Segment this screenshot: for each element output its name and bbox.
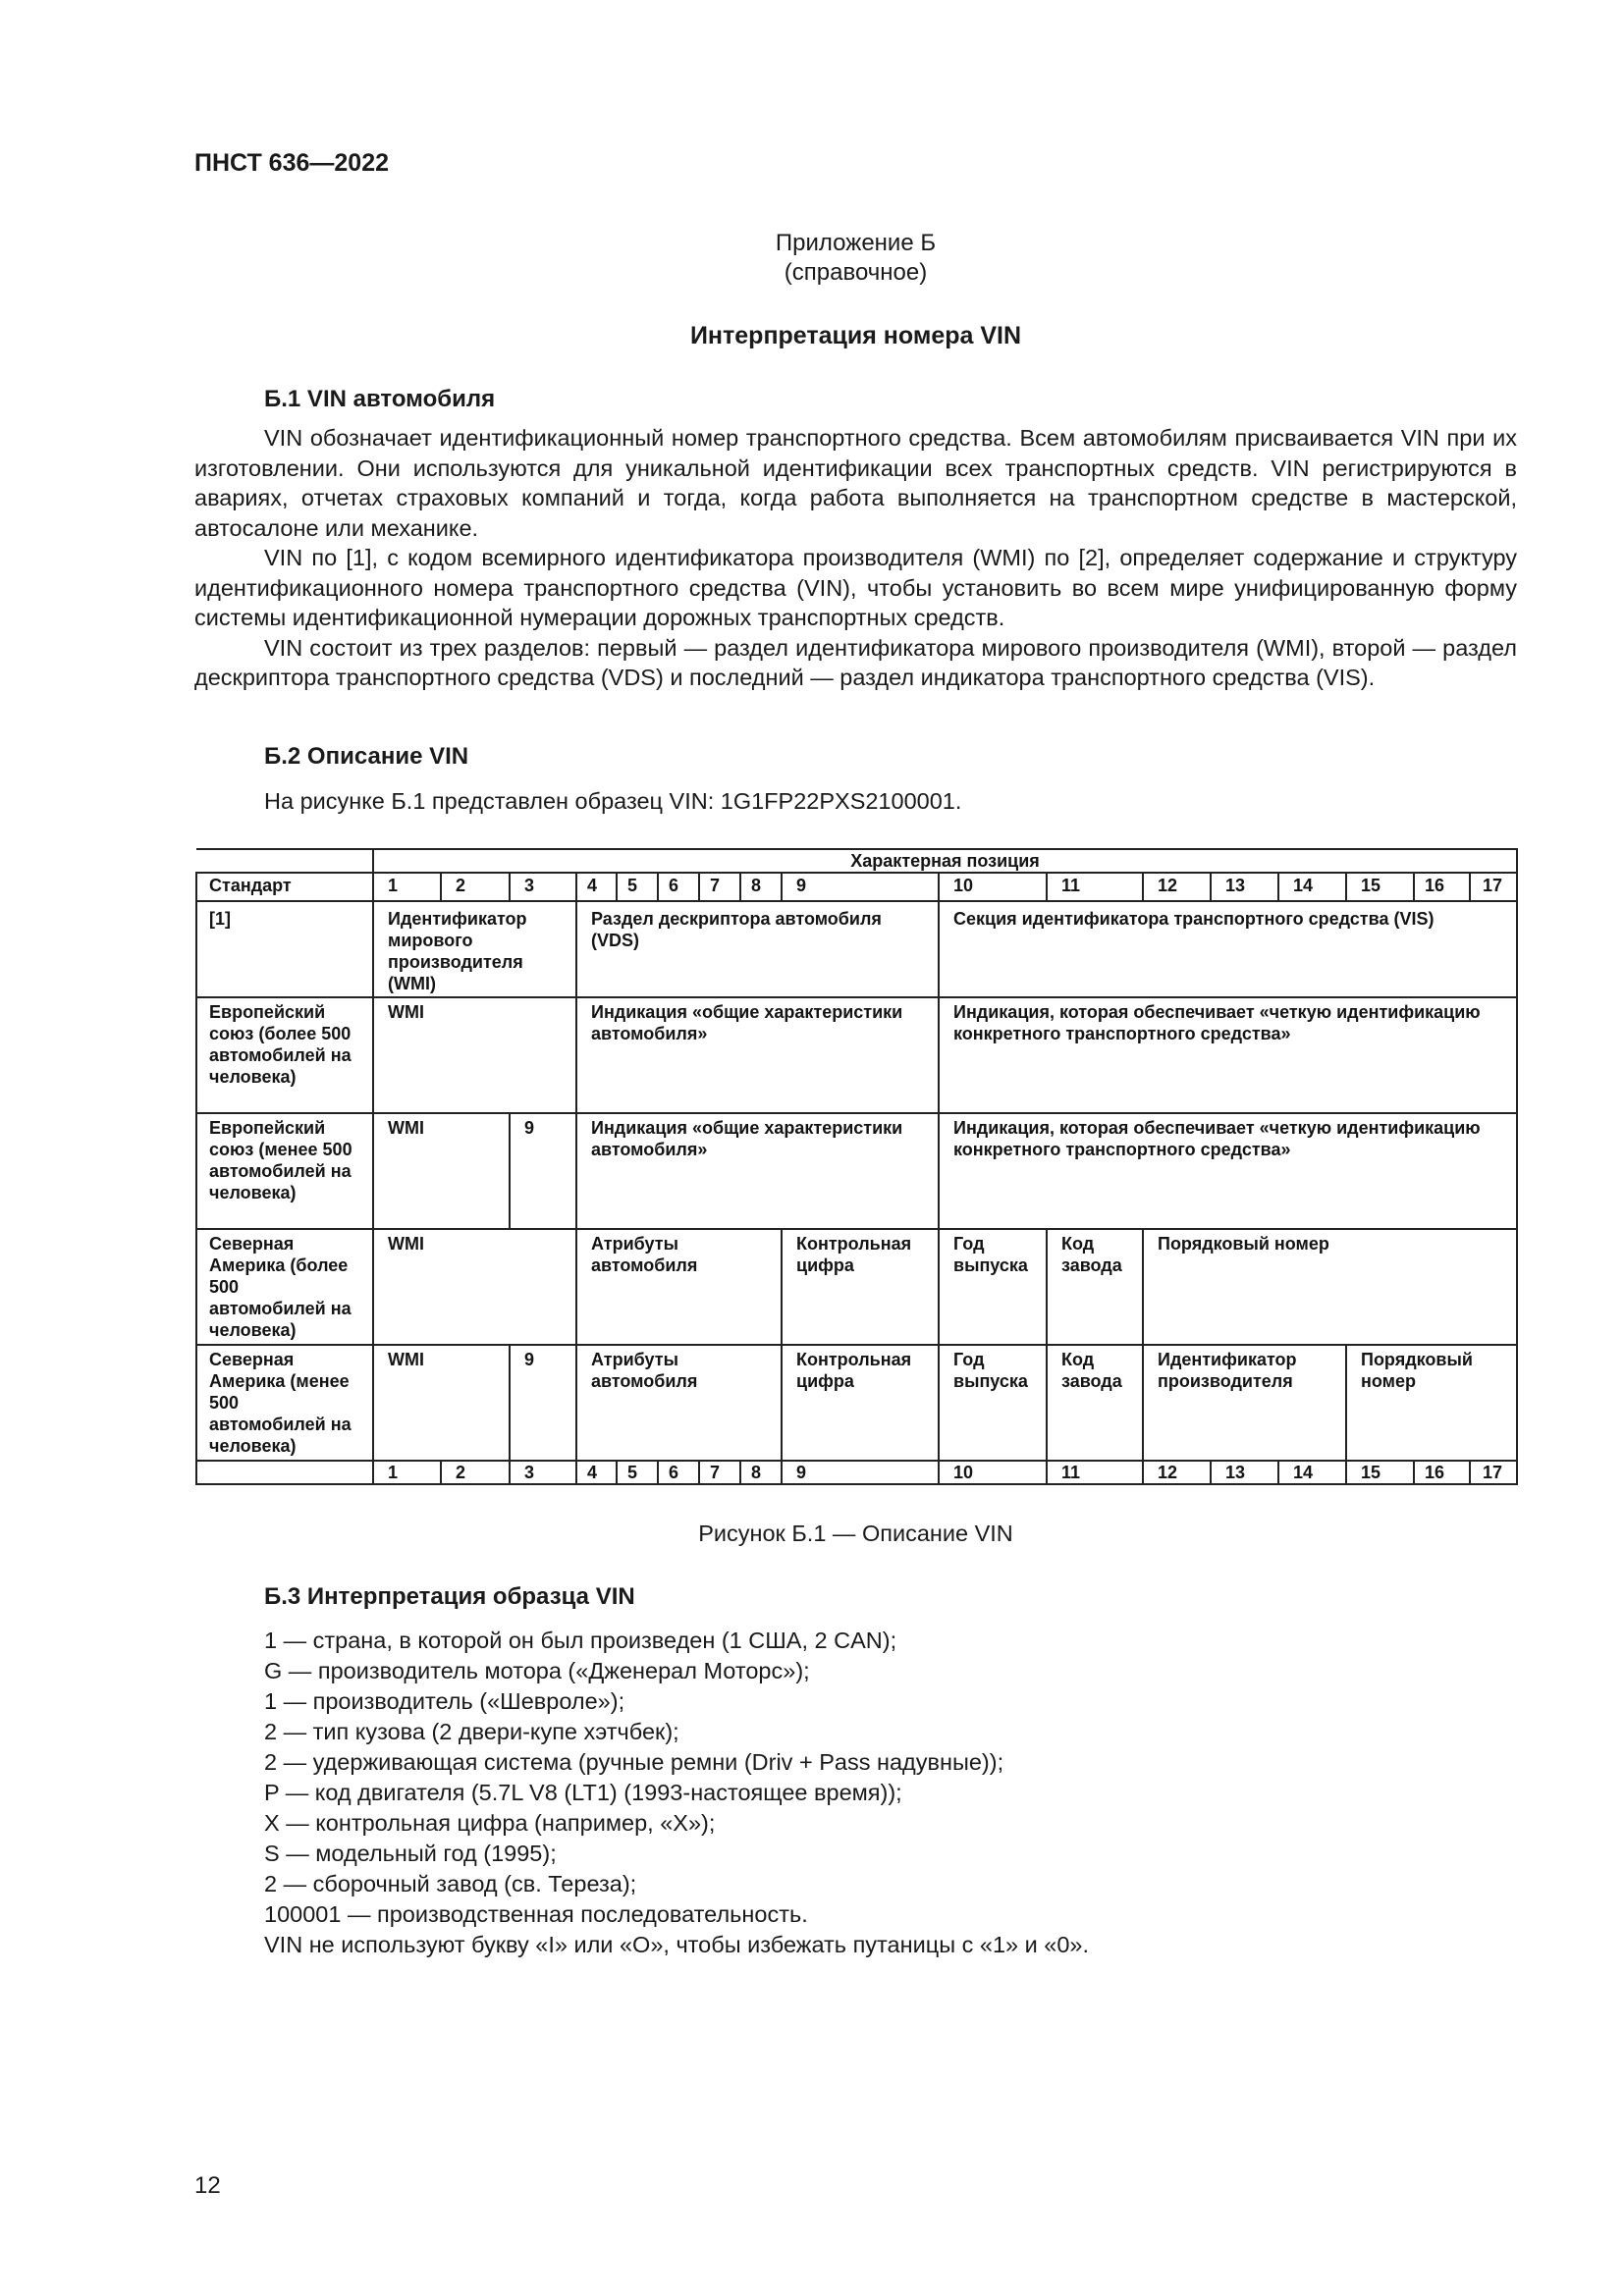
vds-cell: Раздел дескриптора автомобиля (VDS): [576, 901, 939, 997]
list-item: 2 — удерживающая система (ручные ремни (Driv + Pass надувные));: [264, 1749, 1004, 1775]
position-cell: 17: [1470, 1461, 1517, 1484]
model-year-cell: Год выпуска: [939, 1345, 1047, 1461]
position-cell: 10: [939, 873, 1047, 901]
wmi-cell: WMI: [373, 997, 576, 1113]
appendix-subtitle: (справочное): [784, 259, 928, 286]
list-item: 2 — тип кузова (2 двери-купе хэтчбек);: [264, 1719, 679, 1744]
position-cell: 11: [1047, 1461, 1143, 1484]
paragraph: VIN обозначает идентификационный номер транспортного средства. Всем автомобилям присваивается VIN при их изготовлении. Они используются для уникальной идентификации всех транспортных средств. VIN регистрируются в авариях, отчетах страховых компаний и тогда, когда работа выполняется на транспортном средстве в мастерской, автосалоне или механике.: [194, 425, 1517, 541]
pos9-cell: 9: [510, 1113, 576, 1229]
model-year-cell: Год выпуска: [939, 1229, 1047, 1345]
standard-cell: Европейский союз (более 500 автомобилей на человека): [196, 997, 373, 1113]
paragraph: VIN состоит из трех разделов: первый — раздел идентификатора мирового производителя (WMI), второй — раздел дескриптора транспортного средства (VDS) и последний — раздел индикатора транспортного средства (VIS).: [194, 634, 1517, 690]
position-header: Характерная позиция: [373, 849, 1517, 873]
figure-caption: Рисунок Б.1 — Описание VIN: [698, 1521, 1013, 1546]
position-cell: 9: [782, 1461, 939, 1484]
position-cell: 14: [1278, 873, 1346, 901]
wmi-cell: Идентификатор мирового производителя (WMI): [373, 901, 576, 997]
position-cell: 2: [441, 1461, 510, 1484]
list-item: 1 — страна, в которой он был произведен (1 США, 2 CAN);: [264, 1628, 897, 1653]
list-item: 100001 — производственная последовательность.: [264, 1901, 808, 1927]
position-cell: 1: [373, 873, 441, 901]
vis-cell: Индикация, которая обеспечивает «четкую идентификацию конкретного транспортного средства»: [939, 997, 1517, 1113]
position-cell: 10: [939, 1461, 1047, 1484]
serial-number-cell: Порядковый номер: [1346, 1345, 1517, 1461]
empty-cell: [196, 1461, 373, 1484]
list-item: P — код двигателя (5.7L V8 (LT1) (1993-настоящее время));: [264, 1780, 902, 1805]
wmi-cell: WMI: [373, 1345, 510, 1461]
standard-cell: Европейский союз (менее 500 автомобилей на человека): [196, 1113, 373, 1229]
attributes-cell: Атрибуты автомобиля: [576, 1345, 782, 1461]
standard-cell: Северная Америка (менее 500 автомобилей на человека): [196, 1345, 373, 1461]
list-item: X — контрольная цифра (например, «X»);: [264, 1810, 716, 1836]
position-cell: 5: [617, 1461, 658, 1484]
position-cell: 12: [1143, 873, 1211, 901]
plant-code-cell: Код завода: [1047, 1229, 1143, 1345]
position-cell: 4: [576, 873, 617, 901]
position-cell: 12: [1143, 1461, 1211, 1484]
table-corner-cell: [196, 849, 373, 873]
vis-cell: Секция идентификатора транспортного средства (VIS): [939, 901, 1517, 997]
appendix-title: Приложение Б: [775, 230, 937, 256]
position-cell: 4: [576, 1461, 617, 1484]
position-cell: 7: [699, 1461, 740, 1484]
position-cell: 5: [617, 873, 658, 901]
paragraph: VIN по [1], с кодом всемирного идентификатора производителя (WMI) по [2], определяет содержание и структуру идентификационного номера транспортного средства (VIN), чтобы установить во всем мире унифицированную форму системы идентификационной нумерации дорожных транспортных средств.: [194, 545, 1517, 630]
interpretation-list: [264, 1626, 1089, 1960]
position-cell: 7: [699, 873, 740, 901]
serial-number-cell: Порядковый номер: [1143, 1229, 1517, 1345]
standard-cell: [1]: [196, 901, 373, 997]
check-digit-cell: Контрольная цифра: [782, 1229, 939, 1345]
wmi-cell: WMI: [373, 1229, 576, 1345]
appendix-heading: Интерпретация номера VIN: [689, 322, 1022, 349]
figure-intro: На рисунке Б.1 представлен образец VIN: 1G1FP22PXS2100001.: [264, 788, 962, 814]
standard-cell: Северная Америка (более 500 автомобилей на человека): [196, 1229, 373, 1345]
vds-cell: Индикация «общие характеристики автомобиля»: [576, 997, 939, 1113]
section-title: Б.2 Описание VIN: [264, 743, 469, 770]
pos9-cell: 9: [510, 1345, 576, 1461]
position-cell: 14: [1278, 1461, 1346, 1484]
position-cell: 13: [1211, 873, 1278, 901]
list-item: 1 — производитель («Шевроле»);: [264, 1688, 625, 1714]
wmi-cell: WMI: [373, 1113, 510, 1229]
list-item: G — производитель мотора («Дженерал Моторс»);: [264, 1658, 810, 1683]
vds-cell: Индикация «общие характеристики автомобиля»: [576, 1113, 939, 1229]
position-cell: 6: [658, 1461, 699, 1484]
page-number: 12: [194, 2172, 221, 2199]
position-cell: 8: [740, 1461, 782, 1484]
list-item: S — модельный год (1995);: [264, 1841, 557, 1866]
position-cell: 9: [782, 873, 939, 901]
list-item: 2 — сборочный завод (св. Тереза);: [264, 1871, 637, 1896]
position-cell: 8: [740, 873, 782, 901]
position-cell: 15: [1346, 1461, 1414, 1484]
position-cell: 17: [1470, 873, 1517, 901]
position-cell: 13: [1211, 1461, 1278, 1484]
position-cell: 3: [510, 1461, 576, 1484]
section-body: [194, 423, 1517, 693]
position-cell: 1: [373, 1461, 441, 1484]
position-cell: 3: [510, 873, 576, 901]
manufacturer-id-cell: Идентификатор производителя: [1143, 1345, 1346, 1461]
position-cell: 2: [441, 873, 510, 901]
position-cell: 6: [658, 873, 699, 901]
section-title: Б.1 VIN автомобиля: [264, 386, 496, 412]
section-title: Б.3 Интерпретация образца VIN: [264, 1583, 635, 1610]
check-digit-cell: Контрольная цифра: [782, 1345, 939, 1461]
standard-header: Стандарт: [196, 873, 373, 901]
position-cell: 16: [1414, 1461, 1470, 1484]
plant-code-cell: Код завода: [1047, 1345, 1143, 1461]
attributes-cell: Атрибуты автомобиля: [576, 1229, 782, 1345]
vis-cell: Индикация, которая обеспечивает «четкую идентификацию конкретного транспортного средства»: [939, 1113, 1517, 1229]
position-cell: 16: [1414, 873, 1470, 901]
document-id: ПНСТ 636—2022: [194, 149, 389, 177]
position-cell: 11: [1047, 873, 1143, 901]
position-cell: 15: [1346, 873, 1414, 901]
vin-description-table: [195, 848, 1518, 1485]
list-item: VIN не используют букву «I» или «O», чтобы избежать путаницы с «1» и «0».: [264, 1932, 1090, 1957]
